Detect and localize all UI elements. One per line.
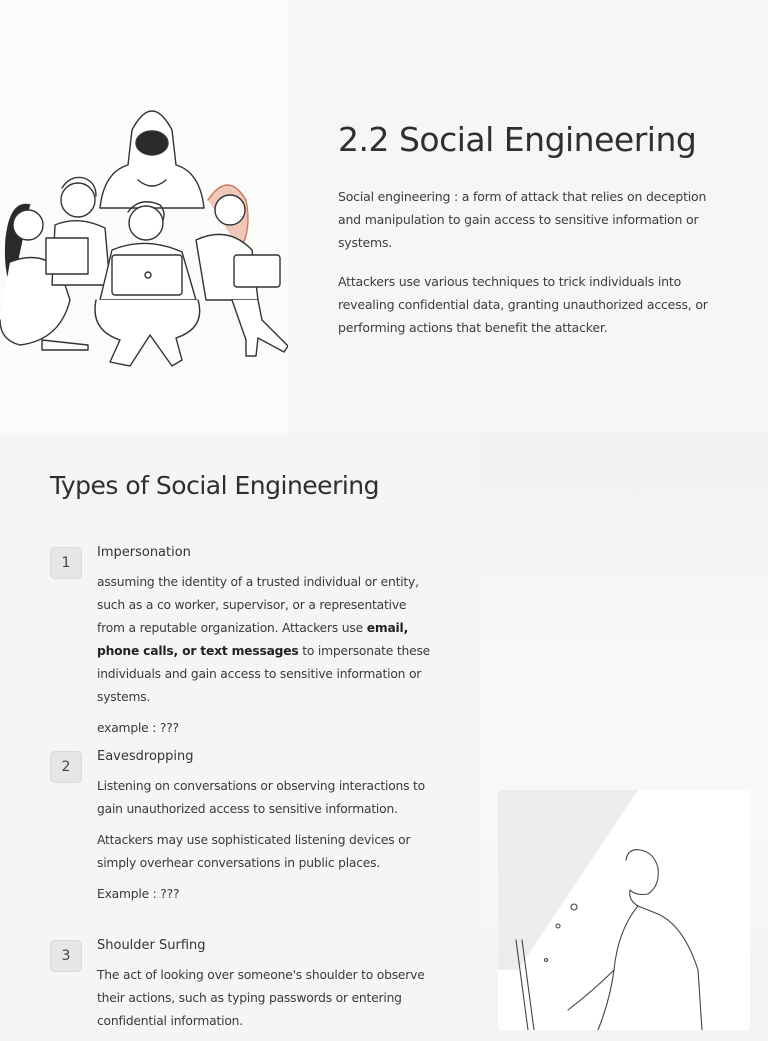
hero-paragraph-definition: Social engineering : a form of attack that relies on deception and manipulation to gain access to sensitive information or systems. [338,189,707,250]
people-with-laptops-icon [0,0,288,433]
side-image-card [498,790,750,1030]
person-at-computer-icon [498,790,750,1030]
page-title: 2.2 Social Engineering [338,120,697,159]
item-description-2: Attackers may use sophisticated listening devices or simply overhear conversations in public places. [97,833,411,870]
hero-text [338,120,728,355]
item-description: The act of looking over someone's shoulder to observe their actions, such as typing passwords or entering confidential information. [97,968,425,1028]
hero-section [0,0,768,433]
hero-paragraph-techniques: Attackers use various techniques to trick individuals into revealing confidential data, granting unauthorized access, or performing actions that benefit the attacker. [338,274,708,335]
item-number-badge: 2 [50,751,82,783]
item-number-badge: 1 [50,547,82,579]
item-example: Example : ??? [97,887,180,901]
item-heading: Impersonation [97,545,191,560]
item-heading: Shoulder Surfing [97,938,206,953]
item-example: example : ??? [97,721,179,735]
item-heading: Eavesdropping [97,749,194,764]
item-description: Listening on conversations or observing interactions to gain unauthorized access to sensitive information. [97,779,426,816]
section-title: Types of Social Engineering [50,471,380,500]
description-bold-text: email, phone calls, or text messages [97,621,409,658]
hero-illustration [0,0,288,433]
item-description [97,571,437,709]
description-text-end: to impersonate these individuals and gain access to sensitive information or systems. [97,644,431,704]
types-section [0,433,768,1028]
description-text: assuming the identity of a trusted individual or entity, such as a co worker, supervisor, or a representative from a reputable organization. Attackers use [97,575,419,635]
item-number-badge: 3 [50,940,82,972]
